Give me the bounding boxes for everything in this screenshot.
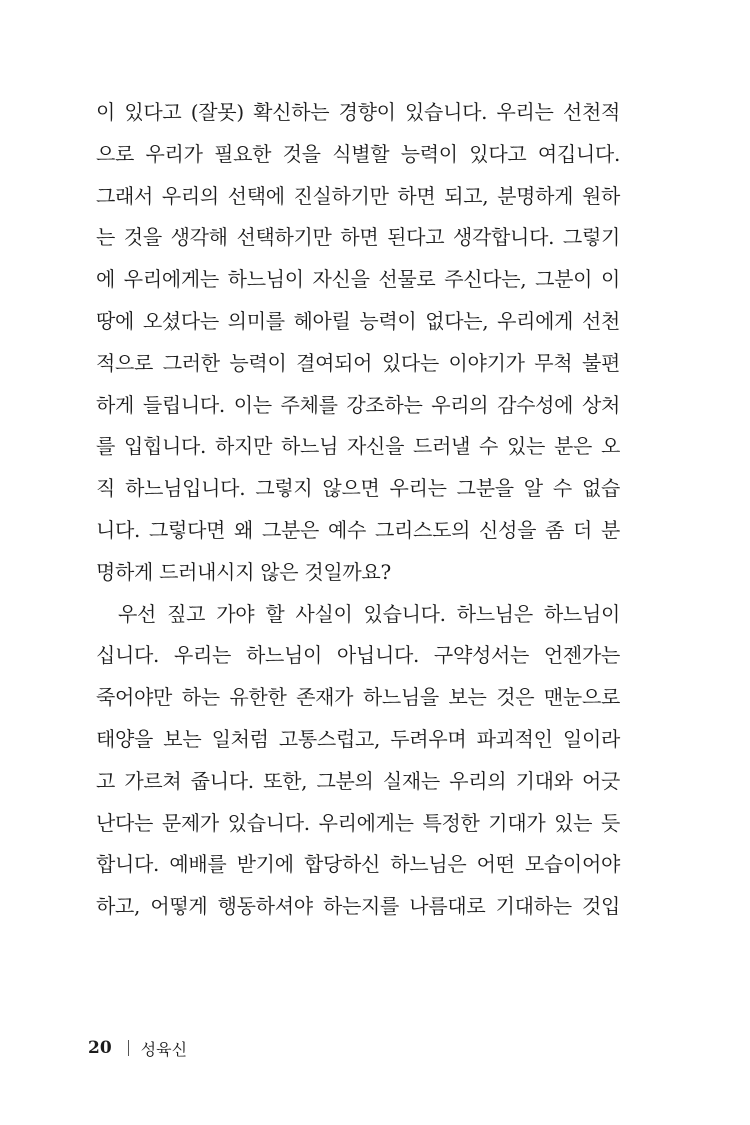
- text-line: 적으로 그러한 능력이 결여되어 있다는 이야기가 무척 불편: [96, 350, 620, 375]
- text-line: 직 하느님입니다. 그렇지 않으면 우리는 그분을 알 수 없습: [96, 476, 620, 501]
- running-title: 성육신: [140, 1039, 188, 1059]
- text-line: 십니다. 우리는 하느님이 아닙니다. 구약성서는 언젠가는: [96, 643, 620, 668]
- page-number: 20: [88, 1038, 112, 1058]
- text-line: 명하게 드러내시지 않은 것일까요?: [96, 559, 391, 584]
- text-line: 난다는 문제가 있습니다. 우리에게는 특정한 기대가 있는 듯: [96, 810, 620, 835]
- text-line: 이 있다고 (잘못) 확신하는 경향이 있습니다. 우리는 선천적: [96, 100, 620, 124]
- text-line: 죽어야만 하는 유한한 존재가 하느님을 보는 것은 맨눈으로: [96, 685, 620, 710]
- body-text: [96, 92, 620, 928]
- text-line: 하게 들립니다. 이는 주체를 강조하는 우리의 감수성에 상처: [96, 392, 620, 417]
- footer-divider: [128, 1040, 129, 1056]
- text-line: 를 입힙니다. 하지만 하느님 자신을 드러낼 수 있는 분은 오: [96, 434, 620, 459]
- text-line: 땅에 오셨다는 의미를 헤아릴 능력이 없다는, 우리에게 선천: [96, 308, 620, 333]
- text-line: 우선 짚고 가야 할 사실이 있습니다. 하느님은 하느님이: [118, 601, 620, 626]
- text-line: 그래서 우리의 선택에 진실하기만 하면 되고, 분명하게 원하: [96, 183, 620, 208]
- text-line: 태양을 보는 일처럼 고통스럽고, 두려우며 파괴적인 일이라: [96, 726, 620, 751]
- text-line: 에 우리에게는 하느님이 자신을 선물로 주신다는, 그분이 이: [96, 267, 620, 292]
- text-line: 하고, 어떻게 행동하셔야 하는지를 나름대로 기대하는 것입: [96, 894, 620, 919]
- text-line: 고 가르쳐 줍니다. 또한, 그분의 실재는 우리의 기대와 어긋: [96, 768, 620, 793]
- page-footer: [88, 1034, 187, 1062]
- text-line: 으로 우리가 필요한 것을 식별할 능력이 있다고 여깁니다.: [96, 141, 620, 166]
- text-line: 는 것을 생각해 선택하기만 하면 된다고 생각합니다. 그렇기: [96, 225, 620, 250]
- text-line: 니다. 그렇다면 왜 그분은 예수 그리스도의 신성을 좀 더 분: [96, 517, 620, 542]
- text-line: 합니다. 예배를 받기에 합당하신 하느님은 어떤 모습이어야: [96, 852, 620, 877]
